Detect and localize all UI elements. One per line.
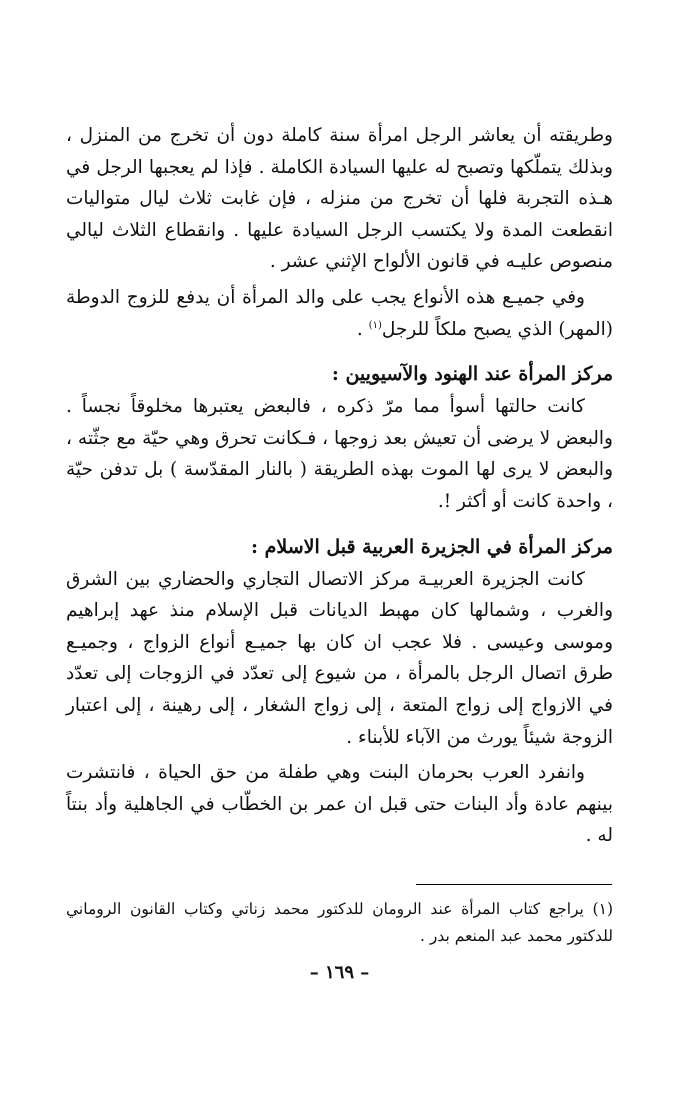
closing-text: وانفرد العرب بحرمان البنت وهي طفلة من حق الحياة ، فانتشرت بينهم عادة وأد البنات حتى قبل ان عمر بن الخطّاب في الجاهلية وأد بنتاً له .: [66, 762, 613, 847]
dowry-end: .: [356, 318, 369, 340]
footnote-reference: (١): [368, 319, 382, 331]
section-heading-arabia: مركز المرأة في الجزيرة العربية قبل الاسلام :: [250, 535, 613, 558]
book-page: [66, 120, 613, 1071]
intro-paragraph: [66, 120, 613, 278]
page-number: – ١٦٩ –: [309, 962, 370, 983]
closing-paragraph: [66, 757, 613, 852]
footnote-text: (١) يراجع كتاب المرأة عند الرومان للدكتور محمد زناتي وكتاب القانون الروماني للدكتور محمد عبد المنعم بدر .: [66, 900, 613, 945]
arabia-text: كانت الجزيرة العربيـة مركز الاتصال التجاري والحضاري بين الشرق والغرب ، وشمالها كان مهبط الديانات قبل الإسلام منذ عهد إبراهيم وموسى وعيسى . فلا عجب ان كان بها جميـع أنواع الزواج ، وجميـع طرق اتصال الرجل بالمرأة ، من شيوع إلى تعدّد في الزوجات إلى تعدّد في الازواج إلى زواج المتعة ، إلى زواج الشغار ، إلى رهينة ، إلى اعتبار الزوجة شيئاً يورث من الآباء للأبناء .: [66, 568, 613, 748]
intro-text: وطريقته أن يعاشر الرجل امرأة سنة كاملة دون أن تخرج من المنزل ، وبذلك يتملّكها وتصبح له عليها السيادة الكاملة . فإذا لم يعجبها الرجل في هـذه التجربة فلها أن تخرج من منزله ، فإن غابت ثلاث ليال متواليات انقطعت المدة ولا يكتسب الرجل السيادة عليها . وانقطاع الثلاث ليالي منصوص عليـه في قانون الألواح الإثني عشر .: [66, 125, 613, 273]
footnote: [66, 896, 613, 950]
section-heading-india-asia: مركز المرأة عند الهنود والآسيويين :: [331, 363, 613, 386]
section-paragraph-arabia: [66, 564, 613, 754]
dowry-text: وفي جميـع هذه الأنواع يجب على والد المرأة أن يدفع للزوج الدوطة (المهر) الذي يصبح ملكاً للرجل: [66, 286, 613, 340]
footnote-divider: [416, 884, 612, 885]
dowry-paragraph: [66, 282, 613, 345]
india-asia-text: كانت حالتها أسوأ مما مرّ ذكره ، فالبعض يعتبرها مخلوقاً نجساً . والبعض لا يرضى أن تعيش بعد زوجها ، فـكانت تحرق وهي حيّة مع جثّته ، والبعض لا يرى لها الموت بهذه الطريقة ( بالنار المقدّسة ) بل تدفن حيّة ، واحدة كانت أو أكثر !.: [66, 396, 613, 512]
section-paragraph-india-asia: [66, 391, 613, 517]
